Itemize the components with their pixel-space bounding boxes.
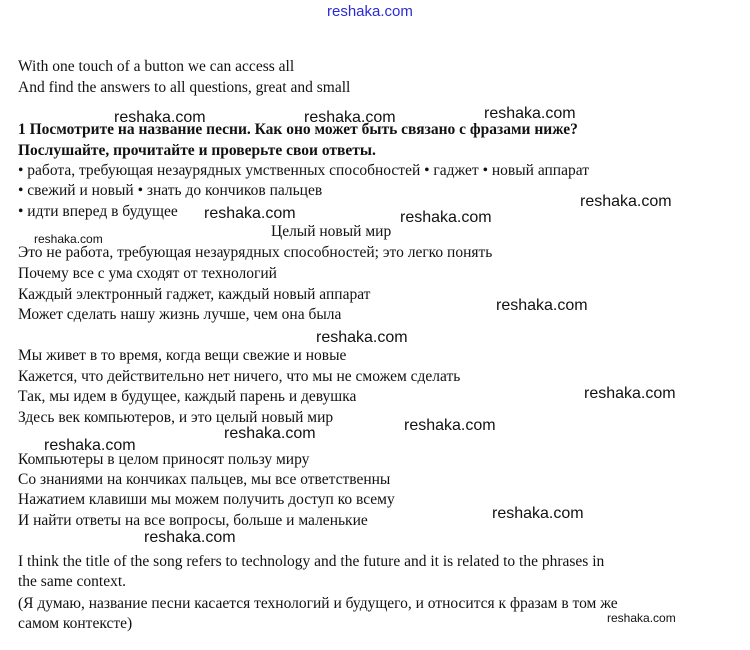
answer-en: I think the title of the song refers to technology and the future and it is related to the phrases in	[18, 553, 605, 570]
answer-en: the same context.	[18, 573, 127, 590]
watermark: reshaka.com	[484, 105, 576, 122]
task-heading: Послушайте, прочитайте и проверьте свои ответы.	[18, 142, 376, 159]
stanza-line: Может сделать нашу жизнь лучше, чем она была	[18, 306, 342, 323]
task-heading: 1 Посмотрите на название песни. Как оно может быть связано с фразами ниже?	[18, 121, 578, 138]
stanza-line: Здесь век компьютеров, и это целый новый мир	[18, 409, 334, 426]
song-line-en: With one touch of a button we can access all	[18, 58, 295, 75]
stanza-line: Так, мы идем в будущее, каждый парень и девушка	[18, 388, 357, 405]
watermark: reshaka.com	[580, 193, 672, 210]
song-line-en: And find the answers to all questions, great and small	[18, 79, 351, 96]
watermark-top: reshaka.com	[327, 3, 413, 20]
watermark: reshaka.com	[44, 437, 136, 454]
stanza-line: Почему все с ума сходят от технологий	[18, 265, 277, 282]
watermark: reshaka.com	[304, 109, 396, 126]
watermark: reshaka.com	[144, 529, 236, 546]
stanza-line: Мы живет в то время, когда вещи свежие и новые	[18, 347, 347, 364]
phrase-list-line: • свежий и новый • знать до кончиков пальцев	[18, 182, 323, 199]
watermark: reshaka.com	[114, 109, 206, 126]
stanza-line: Это не работа, требующая незаурядных способностей; это легко понять	[18, 244, 493, 261]
stanza-line: Каждый электронный гаджет, каждый новый аппарат	[18, 286, 371, 303]
stanza-line: И найти ответы на все вопросы, больше и маленькие	[18, 512, 368, 529]
stanza-line: Компьютеры в целом приносят пользу миру	[18, 451, 310, 468]
watermark: reshaka.com	[404, 417, 496, 434]
watermark: reshaka.com	[400, 209, 492, 226]
watermark: reshaka.com	[316, 329, 408, 346]
answer-ru: самом контексте)	[18, 615, 133, 632]
stanza-line: Кажется, что действительно нет ничего, что мы не сможем сделать	[18, 368, 461, 385]
stanza-line: Со знаниями на кончиках пальцев, мы все ответственны	[18, 471, 391, 488]
watermark: reshaka.com	[607, 611, 676, 625]
stanza-line: Нажатием клавиши мы можем получить доступ ко всему	[18, 491, 395, 508]
watermark: reshaka.com	[34, 232, 103, 246]
watermark: reshaka.com	[204, 205, 296, 222]
answer-ru: (Я думаю, название песни касается технологий и будущего, и относится к фразам в том же	[18, 595, 618, 612]
phrase-list-line: • идти вперед в будущее	[18, 203, 178, 220]
song-title: Целый новый мир	[271, 223, 392, 240]
watermark: reshaka.com	[584, 385, 676, 402]
watermark: reshaka.com	[496, 297, 588, 314]
phrase-list-line: • работа, требующая незаурядных умственных способностей • гаджет • новый аппарат	[18, 162, 589, 179]
watermark: reshaka.com	[492, 505, 584, 522]
watermark: reshaka.com	[224, 425, 316, 442]
